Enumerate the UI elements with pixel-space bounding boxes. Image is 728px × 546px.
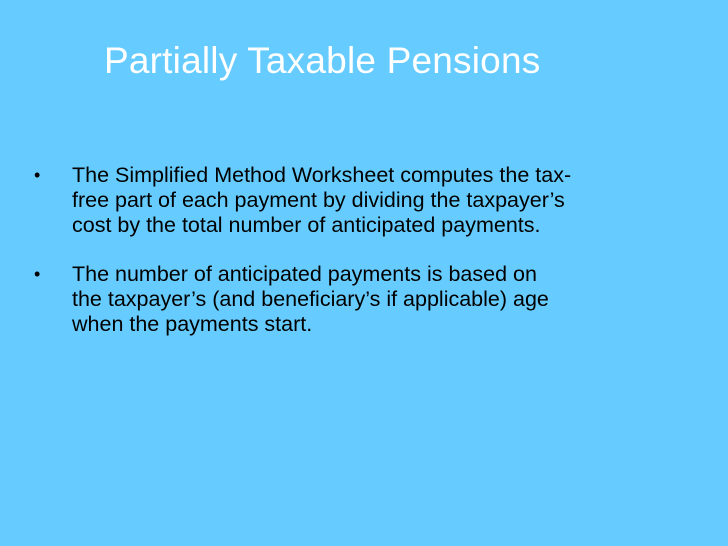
- bullet-item: [32, 163, 692, 238]
- bullet-line: The Simplified Method Worksheet computes the tax-: [72, 163, 572, 187]
- bullet-line: the taxpayer’s (and beneficiary’s if applicable) age: [72, 287, 549, 311]
- bullet-marker: •: [34, 264, 41, 284]
- bullet-item: [32, 262, 692, 337]
- bullet-line: The number of anticipated payments is based on: [72, 262, 537, 286]
- bullet-line: when the payments start.: [72, 312, 313, 336]
- slide-title: Partially Taxable Pensions: [104, 40, 541, 81]
- bullet-marker: •: [34, 165, 41, 185]
- bullet-line: cost by the total number of anticipated payments.: [72, 213, 541, 237]
- bullet-line: free part of each payment by dividing the taxpayer’s: [72, 188, 565, 212]
- bullet-list: [32, 163, 692, 361]
